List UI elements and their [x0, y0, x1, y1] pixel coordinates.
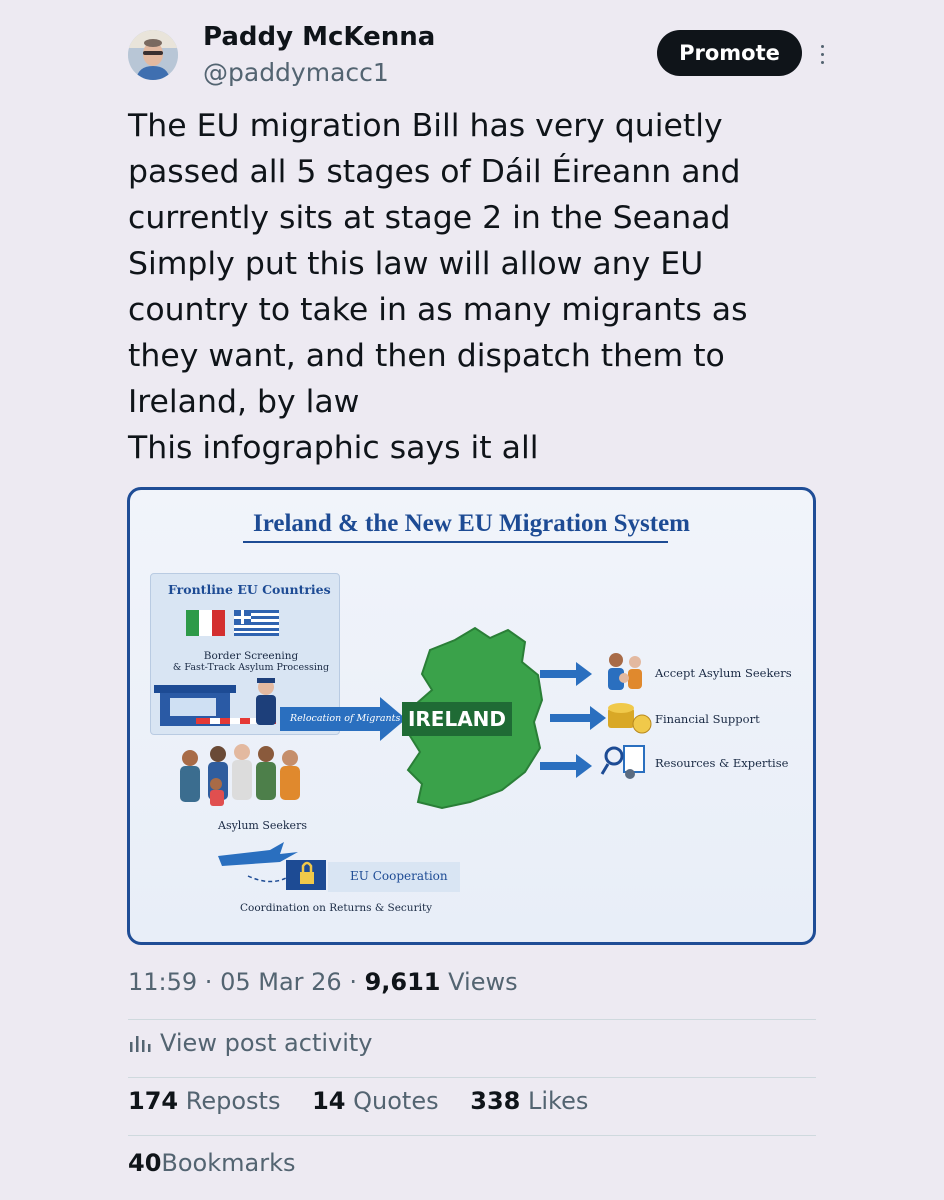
ireland-label: IRELAND: [402, 702, 512, 736]
view-post-activity-label: View post activity: [160, 1029, 373, 1057]
tweet-line: This infographic says it all: [128, 430, 539, 466]
coins-icon: [608, 703, 651, 733]
infographic-title: Ireland & the New EU Migration System: [253, 510, 690, 537]
reposts-stat[interactable]: 174 Reposts: [128, 1087, 281, 1115]
tweet-line: The EU migration Bill has very quietly: [128, 108, 723, 144]
tweet-line: currently sits at stage 2 in the Seanad: [128, 200, 731, 236]
tweet-line: country to take in as many migrants as: [128, 292, 748, 328]
author-name[interactable]: Paddy McKenna: [203, 22, 436, 52]
tweet-line: passed all 5 stages of Dáil Éireann and: [128, 154, 741, 190]
border-screening-label: Border Screening & Fast-Track Asylum Processing: [172, 650, 330, 673]
engagement-stats: [128, 1087, 612, 1115]
output-arrows-icon: [540, 662, 606, 778]
more-options-icon[interactable]: [815, 40, 829, 74]
promote-button[interactable]: Promote: [657, 30, 802, 76]
tweet-line: Simply put this law will allow any EU: [128, 246, 704, 282]
author-handle[interactable]: @paddymacc1: [203, 58, 389, 87]
greece-flag-icon: [234, 610, 279, 636]
coordination-label: Coordination on Returns & Security: [240, 902, 433, 914]
divider: [128, 1135, 816, 1136]
divider: [128, 1077, 816, 1078]
bookmarks-stat[interactable]: 40Bookmarks: [128, 1149, 296, 1177]
relocation-label: Relocation of Migrants: [290, 713, 401, 724]
eu-cooperation-label: EU Cooperation: [350, 869, 448, 883]
avatar[interactable]: [128, 30, 178, 80]
border-checkpoint-icon: [154, 678, 276, 726]
asylum-seekers-group-icon: [180, 744, 300, 806]
views-count: 9,611: [364, 968, 441, 996]
tweet-text: [128, 103, 828, 471]
frontline-label: Frontline EU Countries: [168, 582, 331, 597]
post-date[interactable]: 05 Mar 26: [220, 968, 342, 996]
italy-flag-icon: [186, 610, 225, 636]
outcome-financial-label: Financial Support: [655, 712, 760, 726]
outcome-accept-label: Accept Asylum Seekers: [655, 666, 792, 680]
family-icon: [608, 653, 642, 690]
quotes-stat[interactable]: 14 Quotes: [312, 1087, 439, 1115]
bar-chart-icon: [128, 1032, 152, 1054]
view-post-activity-link[interactable]: [128, 1029, 373, 1057]
likes-stat[interactable]: 338 Likes: [470, 1087, 589, 1115]
outcome-resources-label: Resources & Expertise: [655, 756, 789, 770]
divider: [128, 1019, 816, 1020]
asylum-seekers-label: Asylum Seekers: [218, 819, 307, 832]
tweet-line: they want, and then dispatch them to: [128, 338, 725, 374]
views-label: Views: [448, 968, 518, 996]
infographic-image[interactable]: [127, 487, 816, 945]
tweet-line: Ireland, by law: [128, 384, 360, 420]
post-meta: 11:59 · 05 Mar 26 · 9,611 Views: [128, 968, 518, 996]
avatar-image: [128, 30, 178, 80]
post-time[interactable]: 11:59: [128, 968, 198, 996]
expertise-icon: [602, 746, 644, 779]
